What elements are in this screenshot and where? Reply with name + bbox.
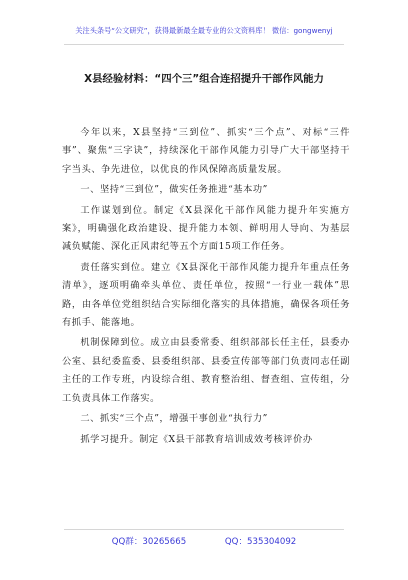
section-heading-2: 二、抓实“三个点”，增强干事创业“执行力”: [80, 413, 268, 425]
footer-divider: [64, 529, 344, 530]
paragraph-work-planning: 工作谋划到位。制定《X县深化干部作风能力提升年实施方案》，明确强化政治建设、提升能力本领、鲜明用人导向、为基层减负赋能、深化正风肃纪等五个方面15项工作任务。: [62, 204, 350, 253]
section-heading-1: 一、坚持“三到位”，做实任务推进“基本功”: [80, 184, 268, 196]
header-divider: [64, 44, 344, 45]
paragraph-study: 抓学习提升。制定《X县干部教育培训成效考核评价办: [80, 433, 313, 445]
contact-footer: [0, 535, 408, 547]
promo-header: 关注头条号“公文研究”，获得最新最全最专业的公文资料库！ 微信：gongwenyj: [75, 26, 333, 35]
paragraph-responsibility: 责任落实到位。建立《X县深化干部作风能力提升年重点任务清单》，逐项明确牵头单位、责任单位，按照“一行业一载体”思路，由各单位党组织结合实际细化落实的具体措施，确保各项任务有抓手、能落地。: [62, 261, 350, 329]
document-title: X县经验材料：“四个三”组合连招提升干部作风能力: [84, 73, 324, 85]
paragraph-mechanism: 机制保障到位。成立由县委常委、组织部部长任主任，县委办公室、县纪委监委、县委组织部、县委宣传部等部门负责同志任副主任的工作专班，内设综合组、教育整治组、督查组、宣传组，分工负责具体工作落实。: [62, 337, 350, 404]
intro-paragraph: 今年以来，X县坚持“三到位”、抓实“三个点”、对标“三件事”、聚焦“三字诀”，持续深化干部作风能力引导广大干部坚持干字当头、争先进位，以优良的作风保障高质量发展。: [62, 127, 350, 175]
qq-group-number: QQ群：30265665: [111, 537, 187, 547]
qq-number: QQ：535304092: [224, 537, 297, 547]
document-body: [62, 124, 350, 451]
